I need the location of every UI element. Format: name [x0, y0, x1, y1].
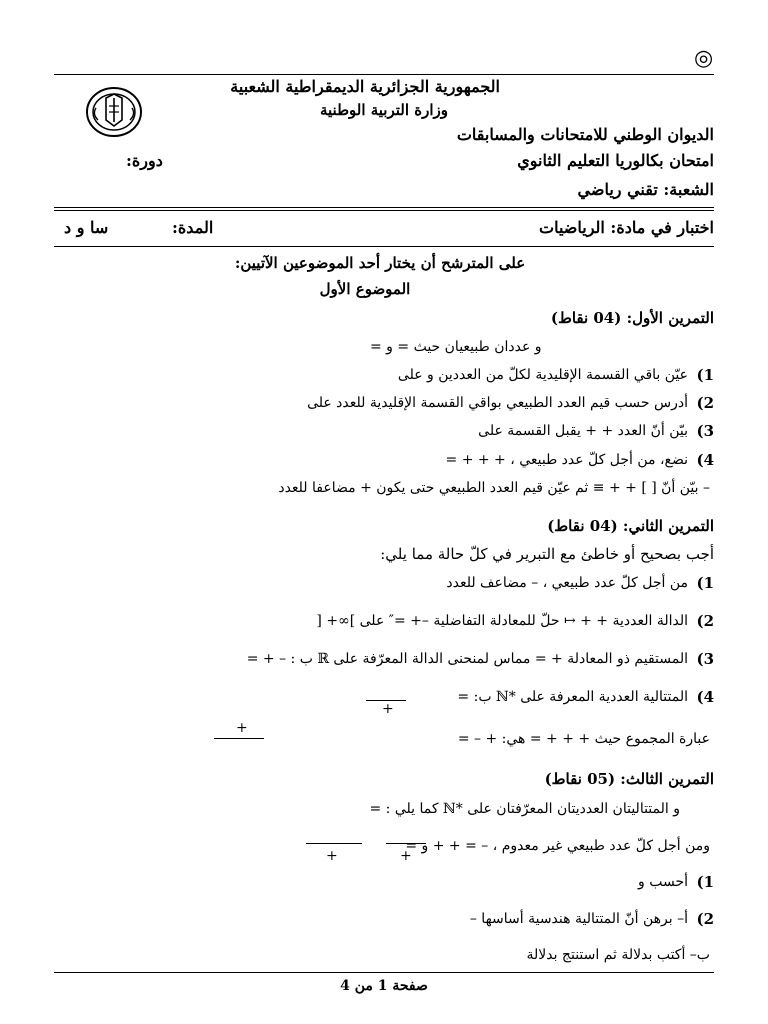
item-text: أ– برهن أنّ المتتالية هندسية أساسها – — [469, 911, 688, 927]
session-label: دورة: — [126, 151, 163, 170]
item-text: المستقيم ذو المعادلة + = مماس لمنحنى الدالة المعرّفة على ℝ ب : – + = — [246, 651, 688, 667]
item-text: نضع، من أجل كلّ عدد طبيعي ، + + + = — [445, 452, 688, 468]
exam-title: امتحان بكالوريا التعليم الثانوي — [517, 151, 714, 170]
choose-instruction: على المترشح أن يختار أحد الموضوعين الآتيين: — [234, 254, 526, 272]
item-text: أدرس حسب قيم العدد الطبيعي بواقي القسمة الإقليدية للعدد على — [307, 395, 688, 411]
header-rule-2 — [54, 210, 714, 211]
branch-label: الشعبة: تقني رياضي — [577, 180, 714, 199]
fraction-numerator: + — [236, 720, 248, 736]
item-text: المتتالية العددية المعرفة على *ℕ ب: = — [457, 689, 688, 705]
subject-label: اختبار في مادة: الرياضيات — [539, 218, 714, 237]
exercise-3-title: التمرين الثالث: (05 نقاط) — [544, 770, 714, 788]
item-number: 1) — [696, 574, 714, 592]
exercise-1-title: التمرين الأول: (04 نقاط) — [550, 309, 714, 327]
header-rule-1 — [54, 207, 714, 208]
exercise-1-intro: و عددان طبيعيان حيث = و = — [370, 339, 542, 355]
item-number: 4) — [696, 451, 714, 469]
item-text: بيّن أنّ العدد + + يقبل القسمة على — [478, 423, 688, 439]
office-title: الديوان الوطني للامتحانات والمسابقات — [456, 125, 714, 144]
item-number: 2) — [696, 612, 714, 630]
item-number: 2) — [696, 394, 714, 412]
item-number: 3) — [696, 422, 714, 440]
republic-title: الجمهورية الجزائرية الديمقراطية الشعبية — [230, 77, 500, 96]
item-number: 4) — [696, 688, 714, 706]
item-number: 2) — [696, 910, 714, 928]
duration-label: المدة: — [172, 218, 214, 237]
item-number: 1) — [696, 366, 714, 384]
item-text: عيّن باقي القسمة الإقليدية لكلّ من العددين و على — [397, 367, 688, 383]
item-text: الدالة العددية + + ↦ حلّ للمعادلة التفاضلية –+ =″ على ]∞+ [ — [316, 613, 688, 629]
duration-value: سا و د — [64, 218, 109, 237]
item-number: 1) — [696, 873, 714, 891]
page-number: صفحة 1 من 4 — [340, 978, 428, 994]
subject-rule — [54, 246, 714, 247]
sum-expression: عبارة المجموع حيث + + + = هي: + – = — [457, 731, 710, 747]
exercise-2-intro: أجب بصحيح أو خاطئ مع التبرير في كلّ حالة مما يلي: — [380, 545, 714, 563]
exercise-2-title: التمرين الثاني: (04 نقاط) — [547, 517, 714, 535]
fraction-bar — [306, 843, 362, 844]
top-rule — [54, 74, 714, 75]
corner-emblem-icon: ◎ — [694, 46, 714, 71]
exercise-1-subitem: – بيّن أنّ [ ] + + ≡ ثم عيّن قيم العدد الطبيعي حتى يكون + مضاعفا للعدد — [278, 480, 710, 496]
fraction-denominator: + — [400, 848, 412, 864]
fraction-bar — [386, 843, 426, 844]
fraction-denominator: + — [326, 848, 338, 864]
ministry-title: وزارة التربية الوطنية — [319, 101, 448, 119]
item-text: أحسب و — [638, 874, 688, 890]
exercise-3-subitem: ب– أكتب بدلالة ثم استنتج بدلالة — [526, 947, 710, 963]
item-number: 3) — [696, 650, 714, 668]
fraction-denominator: + — [382, 701, 394, 717]
exercise-3-intro: و المتتاليتان العدديتان المعرّفتان على *ℕ كما يلي : = — [369, 801, 680, 817]
topic-title: الموضوع الأول — [319, 280, 411, 298]
item-text: من أجل كلّ عدد طبيعي ، – مضاعف للعدد — [446, 575, 688, 591]
fraction-bar — [214, 738, 264, 739]
exercise-3-recurrence: ومن أجل كلّ عدد طبيعي غير معدوم ، – = + + و = — [405, 838, 710, 854]
ministry-logo — [84, 84, 144, 140]
footer-rule — [54, 972, 714, 973]
